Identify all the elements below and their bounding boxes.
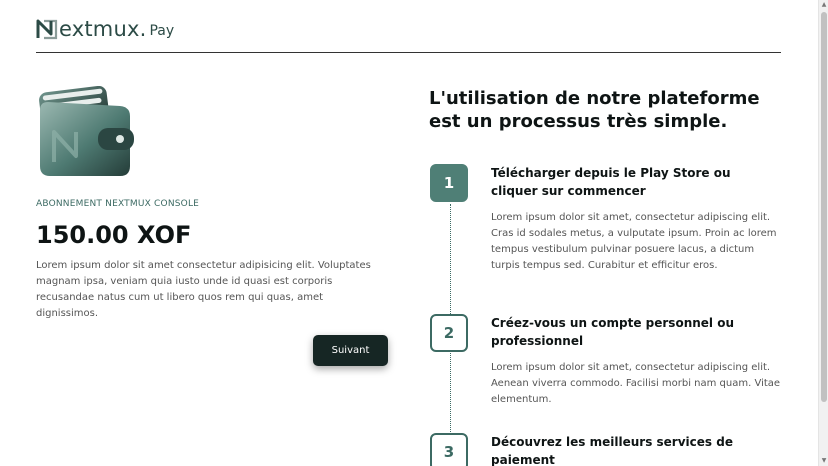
step-3-title: Découvrez les meilleurs services de paiement — [491, 435, 733, 466]
product-description: Lorem ipsum dolor sit amet consectetur adipisicing elit. Voluptates magnam ipsa, veniam quia iusto unde id quasi est corporis recusandae natus cum ut libero quos rem qui quas, amet dignissimos. — [36, 260, 371, 319]
step-2-number: 2 — [430, 314, 468, 352]
brand-suffix: Pay — [149, 23, 175, 39]
header-divider — [36, 52, 781, 53]
step-3-number: 3 — [430, 433, 468, 466]
page-scrollbar[interactable] — [818, 0, 828, 466]
brand-logo[interactable] — [36, 18, 174, 40]
next-button[interactable]: Suivant — [313, 335, 388, 366]
step-1-title: Télécharger depuis le Play Store ou cliquer sur commencer — [491, 166, 731, 198]
scroll-up-arrow-icon[interactable]: ▲ — [821, 1, 827, 8]
subscription-label: ABONNEMENT NEXTMUX CONSOLE — [36, 199, 200, 209]
step-2-title: Créez-vous un compte personnel ou professionnel — [491, 316, 734, 348]
process-title: L'utilisation de notre plateforme est un processus très simple. — [429, 88, 760, 132]
step-1-body: Lorem ipsum dolor sit amet, consectetur adipiscing elit. Cras id sodales metus, a vulputate ipsum. Proin ac lorem tempus vestibulum pulvinar posuere lacus, a dictum turpis tempus sed. Curabitur et efficitur eros. — [491, 212, 777, 271]
brand-name: extmux. — [59, 17, 147, 41]
step-2-body: Lorem ipsum dolor sit amet, consectetur adipiscing elit. Aenean viverra commodo. Facilisi morbi nam quam. Vitae elementum. — [491, 362, 781, 405]
nextmux-n-logo-icon — [36, 18, 58, 40]
price: 150.00 XOF — [36, 221, 192, 249]
step-1-number: 1 — [430, 164, 468, 202]
scrollbar-thumb[interactable] — [821, 12, 827, 402]
wallet-icon — [36, 86, 134, 178]
scroll-down-arrow-icon[interactable]: ▼ — [821, 457, 827, 464]
